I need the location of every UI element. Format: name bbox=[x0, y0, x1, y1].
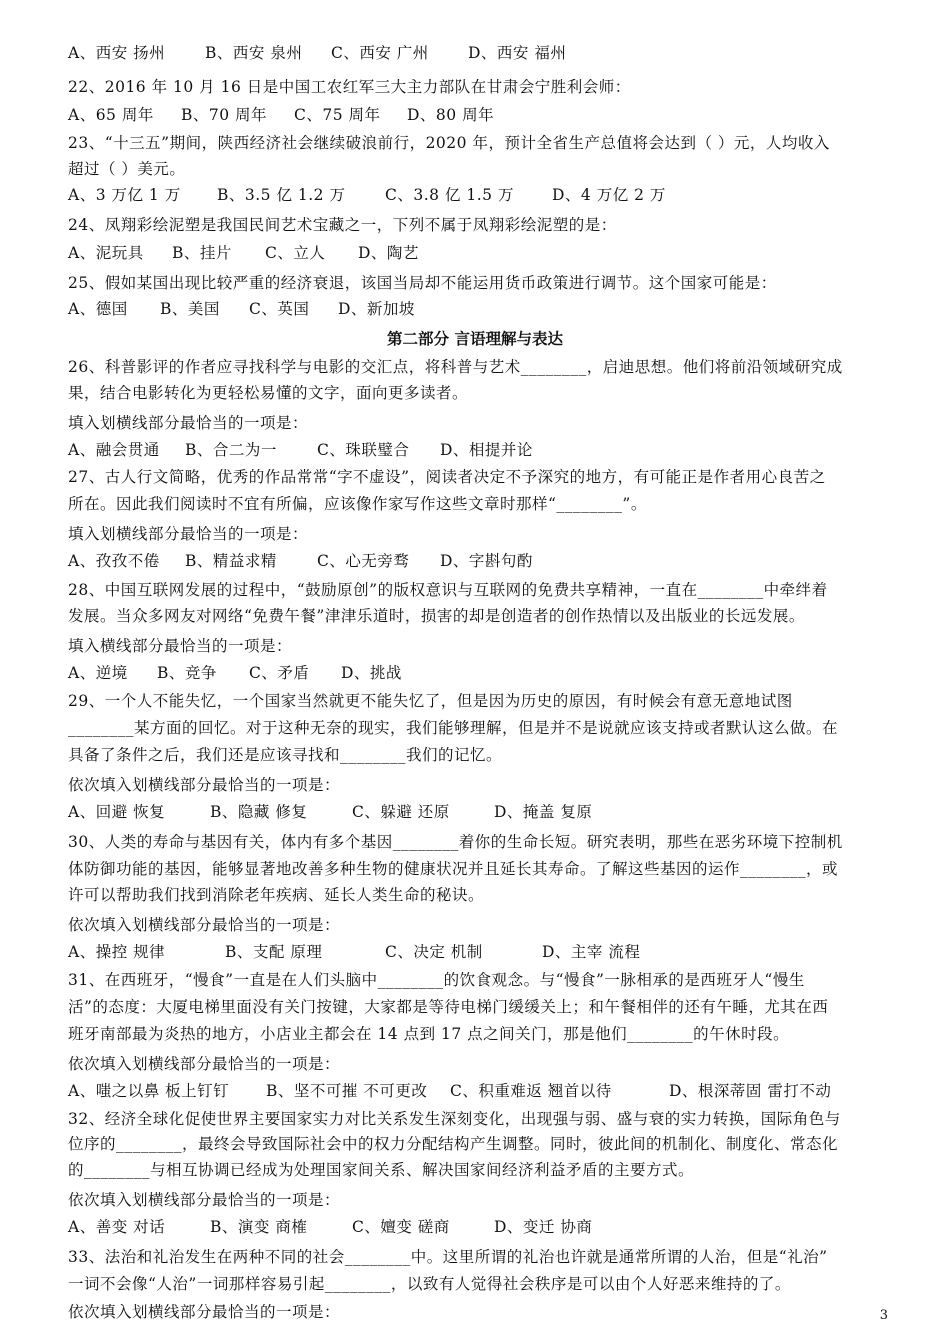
answer-option: D、挑战 bbox=[341, 664, 402, 682]
text-line: 32、经济全球化促使世界主要国家实力对比关系发生深刻变化，出现强与弱、盛与衰的实力转换，国际角色与 bbox=[68, 1110, 841, 1128]
text-line: 许可以帮助我们找到消除老年疾病、延长人类生命的秘诀。 bbox=[68, 886, 485, 904]
text-line: 24、凤翔彩绘泥塑是我国民间艺术宝藏之一，下列不属于凤翔彩绘泥塑的是： bbox=[68, 216, 617, 234]
answer-option: B、隐藏 修复 bbox=[210, 803, 308, 821]
text-line: 所在。因此我们阅读时不宜有所偏，应该像作家写作这些文章时那样“________”。 bbox=[68, 495, 647, 513]
answer-option: C、英国 bbox=[249, 300, 310, 318]
answer-option: D、相提并论 bbox=[440, 441, 533, 459]
answer-option: A、融会贯通 bbox=[68, 441, 160, 459]
text-line: 一词不会像“人治”一词那样容易引起________，以致有人觉得社会秩序是可以由个人好恶来维持的了。 bbox=[68, 1275, 791, 1293]
answer-option: B、竞争 bbox=[157, 664, 217, 682]
answer-option: A、嗤之以鼻 板上钉钉 bbox=[68, 1082, 230, 1100]
answer-option: B、西安 泉州 bbox=[205, 44, 303, 62]
text-line: 填入横线部分最恰当的一项是： bbox=[68, 637, 293, 655]
answer-option: A、孜孜不倦 bbox=[68, 552, 160, 570]
text-line: 28、中国互联网发展的过程中，“鼓励原创”的版权意识与互联网的免费共享精神，一直在________中牵绊着 bbox=[68, 581, 828, 599]
answer-option: A、善变 对话 bbox=[68, 1218, 166, 1236]
text-line: 填入划横线部分最恰当的一项是： bbox=[68, 414, 309, 432]
answer-option: D、4 万亿 2 万 bbox=[552, 186, 666, 204]
answer-option: C、积重难返 翘首以待 bbox=[450, 1082, 612, 1100]
text-line: 27、古人行文简略，优秀的作品常常“字不虚设”，阅读者决定不予深究的地方，有可能正是作者用心良苦之 bbox=[68, 468, 826, 486]
answer-option: C、珠联璧合 bbox=[317, 441, 410, 459]
answer-option: D、西安 福州 bbox=[468, 44, 567, 62]
answer-option: B、精益求精 bbox=[185, 552, 277, 570]
page-number: 3 bbox=[879, 1308, 888, 1323]
answer-option: C、矛盾 bbox=[249, 664, 310, 682]
answer-option: D、主宰 流程 bbox=[542, 943, 641, 961]
answer-option: D、变迁 协商 bbox=[494, 1218, 593, 1236]
answer-option: B、3.5 亿 1.2 万 bbox=[217, 186, 346, 204]
answer-option: D、字斟句酌 bbox=[440, 552, 533, 570]
text-line: 班牙南部最为炎热的地方，小店业主都会在 14 点到 17 点之间关门，那是他们________的午休时段。 bbox=[68, 1025, 790, 1043]
answer-option: D、陶艺 bbox=[358, 244, 419, 262]
answer-option: C、3.8 亿 1.5 万 bbox=[385, 186, 514, 204]
answer-option: C、心无旁骛 bbox=[317, 552, 410, 570]
text-line: 依次填入划横线部分最恰当的一项是： bbox=[68, 1303, 341, 1321]
text-line: 依次填入划横线部分最恰当的一项是： bbox=[68, 916, 341, 934]
answer-option: A、操控 规律 bbox=[68, 943, 166, 961]
text-line: 超过（ ）美元。 bbox=[68, 160, 186, 178]
text-line: 活”的态度：大厦电梯里面没有关门按键，大家都是等待电梯门缓缓关上；和午餐相伴的还有午睡，尤其在西 bbox=[68, 998, 829, 1016]
answer-option: B、美国 bbox=[160, 300, 220, 318]
answer-option: D、根深蒂固 雷打不动 bbox=[669, 1082, 832, 1100]
answer-option: A、西安 扬州 bbox=[68, 44, 166, 62]
text-line: 31、在西班牙，“慢食”一直是在人们头脑中________的饮食观念。与“慢食”一脉相承的是西班牙人“慢生 bbox=[68, 971, 805, 989]
answer-option: B、演变 商榷 bbox=[210, 1218, 308, 1236]
text-line: 填入划横线部分最恰当的一项是： bbox=[68, 525, 309, 543]
answer-option: B、70 周年 bbox=[181, 106, 268, 124]
answer-option: C、立人 bbox=[265, 244, 326, 262]
text-line: 具备了条件之后，我们还是应该寻找和________我们的记忆。 bbox=[68, 746, 503, 764]
answer-option: A、泥玩具 bbox=[68, 244, 144, 262]
answer-option: B、坚不可摧 不可更改 bbox=[266, 1082, 428, 1100]
answer-option: B、挂片 bbox=[172, 244, 232, 262]
answer-option: D、80 周年 bbox=[407, 106, 495, 124]
text-line: 的________与相互协调已经成为处理国家间关系、解决国家间经济利益矛盾的主要方式。 bbox=[68, 1161, 695, 1179]
text-line: 30、人类的寿命与基因有关，体内有多个基因________着你的生命长短。研究表明，那些在恶劣环境下控制机 bbox=[68, 833, 843, 851]
text-line: 依次填入划横线部分最恰当的一项是： bbox=[68, 1055, 341, 1073]
answer-option: A、回避 恢复 bbox=[68, 803, 166, 821]
answer-option: A、65 周年 bbox=[68, 106, 154, 124]
text-line: 29、一个人不能失忆，一个国家当然就更不能失忆了，但是因为历史的原因，有时候会有意无意地试图 bbox=[68, 692, 793, 710]
text-line: 22、2016 年 10 月 16 日是中国工农红军三大主力部队在甘肃会宁胜利会师： bbox=[68, 78, 631, 96]
answer-option: C、决定 机制 bbox=[385, 943, 483, 961]
answer-option: A、德国 bbox=[68, 300, 128, 318]
answer-option: C、西安 广州 bbox=[331, 44, 429, 62]
answer-option: C、嬗变 磋商 bbox=[352, 1218, 450, 1236]
text-line: 25、假如某国出现比较严重的经济衰退，该国当局却不能运用货币政策进行调节。这个国家可能是： bbox=[68, 274, 777, 292]
section-heading: 第二部分 言语理解与表达 bbox=[387, 329, 563, 348]
text-line: 33、法治和礼治发生在两种不同的社会________中。这里所谓的礼治也许就是通常所谓的人治，但是“礼治” bbox=[68, 1248, 828, 1266]
answer-option: D、新加坡 bbox=[338, 300, 415, 318]
text-line: 26、科普影评的作者应寻找科学与电影的交汇点，将科普与艺术________，启迪思想。他们将前沿领域研究成 bbox=[68, 358, 843, 376]
answer-option: A、3 万亿 1 万 bbox=[68, 186, 181, 204]
answer-option: D、掩盖 复原 bbox=[494, 803, 593, 821]
answer-option: B、合二为一 bbox=[185, 441, 277, 459]
answer-option: C、躲避 还原 bbox=[352, 803, 450, 821]
answer-option: C、75 周年 bbox=[294, 106, 381, 124]
text-line: 依次填入划横线部分最恰当的一项是： bbox=[68, 776, 341, 794]
answer-option: B、支配 原理 bbox=[225, 943, 323, 961]
text-line: 果，结合电影转化为更轻松易懂的文字，面向更多读者。 bbox=[68, 384, 469, 402]
text-line: 23、“十三五”期间，陕西经济社会继续破浪前行，2020 年，预计全省生产总值将会达到（ ）元，人均收入 bbox=[68, 134, 830, 152]
text-line: 体防御功能的基因，能够显著地改善多种生物的健康状况并且延长其寿命。了解这些基因的运作________，或 bbox=[68, 860, 839, 878]
text-line: 发展。当众多网友对网络“免费午餐”津津乐道时，损害的却是创造者的创作热情以及出版业的长远发展。 bbox=[68, 607, 805, 625]
answer-option: A、逆境 bbox=[68, 664, 128, 682]
text-line: 位序的________，最终会导致国际社会中的权力分配结构产生调整。同时，彼此间的机制化、制度化、常态化 bbox=[68, 1135, 839, 1153]
text-line: ________某方面的回忆。对于这种无奈的现实，我们能够理解，但是并不是说就应该支持或者默认这么做。在 bbox=[68, 719, 839, 737]
text-line: 依次填入划横线部分最恰当的一项是： bbox=[68, 1191, 341, 1209]
